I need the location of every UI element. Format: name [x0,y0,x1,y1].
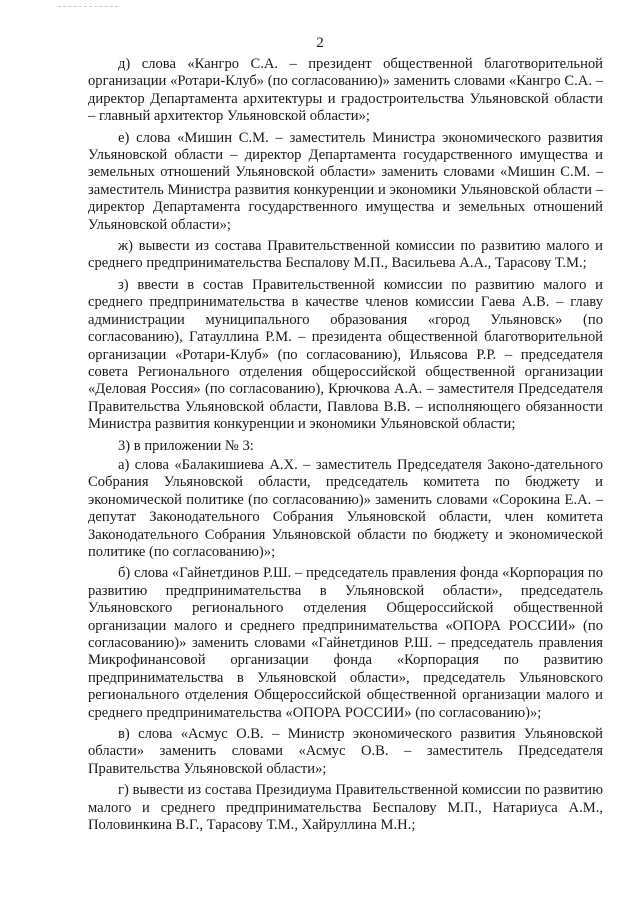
paragraph-e: е) слова «Мишин С.М. – заместитель Министра экономического развития Ульяновской области – директор Департамента государственного имущества и земельных отношений Ульяновской области» заменить словами «Мишин С.М. – заместитель Министра развития конкуренции и экономики Ульяновской области – директор Департамента государственного имущества и земельных отношений Ульяновской области»; [88,129,603,233]
paragraph-a: а) слова «Балакишиева А.Х. – заместитель Председателя Законо-дательного Собрания Ульяновской области, председатель комитета по бюджету и экономической политике (по согласованию)» заменить словами «Сорокина Е.А. – депутат Законодательного Собрания Ульяновской области, член комитета Законодательного Собрания Ульяновской области по бюджету и экономической политике (по согласованию)»; [88,456,603,560]
scan-artifact [58,6,118,8]
document-body [88,56,603,838]
paragraph-z: з) ввести в состав Правительственной комиссии по развитию малого и среднего предпринимательства в качестве членов комиссии Гаева А.В. – главу администрации муниципального образования «город Ульяновск» (по согласованию), Гатауллина Р.М. – президента общественной благотворительной организации «Ротари-Клуб» (по согласованию), Ильясова Р.Р. – председателя совета Регионального отделения общероссийской общественной организации «Деловая Россия» (по согласованию), Крючкова А.А. – заместителя Председателя Правительства Ульяновской области, Павлова В.В. – исполняющего обязанности Министра развития конкуренции и экономики Ульяновской области; [88,276,603,433]
paragraph-zh: ж) вывести из состава Правительственной комиссии по развитию малого и среднего предпринимательства Беспалову М.П., Васильева А.А., Тарасову Т.М.; [88,238,603,272]
paragraph-b: б) слова «Гайнетдинов Р.Ш. – председатель правления фонда «Корпорация по развитию предпринимательства в Ульяновской области», председатель Ульяновского регионального отделения Общероссийской общественной организации малого и среднего предпринимательства «ОПОРА РОССИИ» (по согласованию)» заменить словами «Гайнетдинов Р.Ш. – председатель правления Микрофинансовой организации фонда «Корпорация по развитию предпринимательства в Ульяновской области», председатель Ульяновского регионального отделения Общероссийской общественной организации малого и среднего предпринимательства «ОПОРА РОССИИ» (по согласованию)»; [88,565,603,721]
paragraph-g: г) вывести из состава Президиума Правительственной комиссии по развитию малого и среднего предпринимательства Беспалову М.П., Натариуса А.М., Половинкина В.Г., Тарасову Т.М., Хайруллина М.Н.; [88,782,603,834]
paragraph-item-3: 3) в приложении № 3: [118,437,254,454]
paragraph-v: в) слова «Асмус О.В. – Министр экономического развития Ульяновской области» заменить словами «Асмус О.В. – заместитель Председателя Правительства Ульяновской области»; [88,726,603,777]
paragraph-d: д) слова «Кангро С.А. – президент общественной благотворительной организации «Ротари-Клуб» (по согласованию)» заменить словами «Кангро С.А. – директор Департамента архитектуры и градостроительства Ульяновской области – главный архитектор Ульяновской области»; [88,56,603,125]
page-number: 2 [316,35,324,51]
